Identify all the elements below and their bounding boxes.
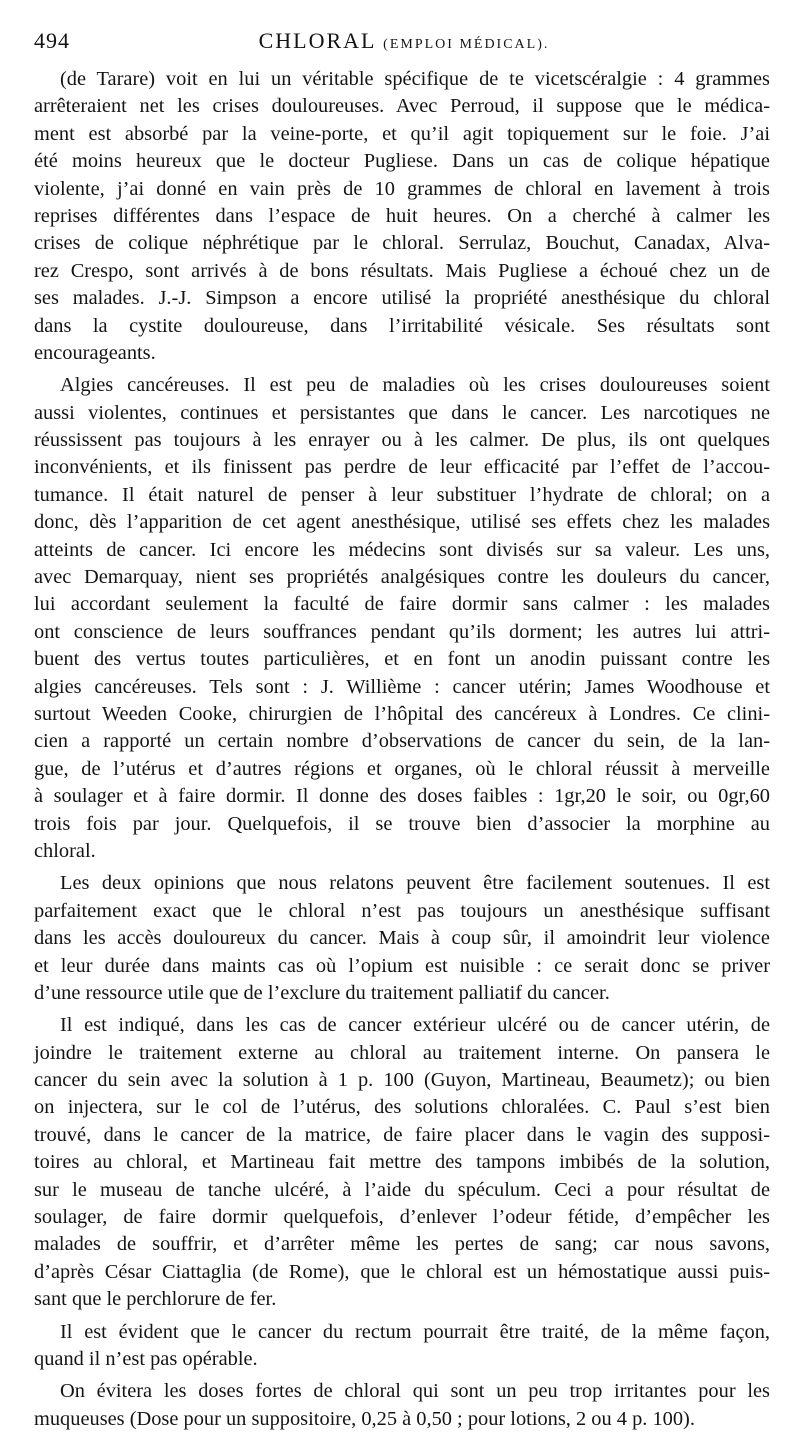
- text-line: dans la cystite douloureuse, dans l’irritabilité vésicale. Ses résultats sont: [34, 314, 770, 337]
- text-line: on injectera, sur le col de l’utérus, des solutions chloralées. C. Paul s’est bien: [34, 1096, 770, 1119]
- text-line: crises de colique néphrétique par le chloral. Serrulaz, Bouchut, Canadax, Alva-: [34, 232, 770, 255]
- text-line: et leur durée dans maints cas où l’opium est nuisible : ce serait donc se priver: [34, 954, 770, 977]
- text-line: buent des vertus toutes particulières, et en font un anodin puissant contre les: [34, 648, 770, 671]
- paragraph: [34, 870, 770, 1007]
- text-line: avec Demarquay, nient ses propriétés analgésiques contre les douleurs du cancer,: [34, 566, 770, 589]
- paragraph: [34, 372, 770, 865]
- text-line: Il est indiqué, dans les cas de cancer extérieur ulcéré ou de cancer utérin, de: [60, 1014, 770, 1037]
- text-line: réussissent pas toujours à les enrayer ou à les calmer. De plus, ils ont quelques: [34, 429, 770, 452]
- text-line: sur le museau de tanche ulcéré, à l’aide du spéculum. Ceci a pour résultat de: [34, 1178, 770, 1201]
- text-line: tumance. Il était naturel de penser à leur substituer l’hydrate de chloral; on a: [34, 483, 770, 506]
- page-header: [34, 26, 774, 60]
- text-line: ses malades. J.-J. Simpson a encore utilisé la propriété anesthésique du chloral: [34, 287, 770, 310]
- paragraph: [34, 1012, 770, 1313]
- text-line: cancer du sein avec la solution à 1 p. 100 (Guyon, Martineau, Beaumetz); ou bien: [34, 1069, 770, 1092]
- page-number: 494: [34, 28, 70, 53]
- text-line: lui accordant seulement la faculté de faire dormir sans calmer : les malades: [34, 593, 770, 616]
- body-text: [34, 66, 770, 1433]
- text-line: sant que le perchlorure de fer.: [34, 1288, 277, 1311]
- text-line: Il est évident que le cancer du rectum pourrait être traité, de la même façon,: [60, 1320, 770, 1343]
- text-line: ment est absorbé par la veine-porte, et qu’il agit topiquement sur le foie. J’ai: [34, 122, 770, 145]
- text-line: rez Crespo, sont arrivés à de bons résultats. Mais Pugliese a échoué chez un de: [34, 259, 770, 282]
- text-line: gue, de l’utérus et d’autres régions et organes, où le chloral réussit à merveille: [34, 757, 770, 780]
- text-line: cien a rapporté un certain nombre d’observations de cancer du sein, de la lan-: [34, 730, 770, 753]
- text-line: arrêteraient net les crises douloureuses. Avec Perroud, il suppose que le médica-: [34, 95, 770, 118]
- text-line: d’une ressource utile que de l’exclure du traitement palliatif du cancer.: [34, 981, 610, 1004]
- text-line: trois fois par jour. Quelquefois, il se trouve bien d’associer la morphine au: [34, 812, 770, 835]
- text-line: atteints de cancer. Ici encore les médecins sont divisés sur sa valeur. Les uns,: [34, 538, 770, 561]
- text-line: donc, dès l’apparition de cet agent anesthésique, utilisé ses effets chez les malades: [34, 511, 770, 534]
- text-line: reprises différentes dans l’espace de huit heures. On a cherché à calmer les: [34, 204, 770, 227]
- text-line: malades de souffrir, et d’arrêter même les pertes de sang; car nous savons,: [34, 1233, 770, 1256]
- text-line: (de Tarare) voit en lui un véritable spécifique de te vicetscéralgie : 4 grammes: [60, 68, 770, 90]
- text-line: soulager, de faire dormir quelquefois, d’enlever l’odeur fétide, d’empêcher les: [34, 1206, 770, 1229]
- text-line: quand il n’est pas opérable.: [34, 1347, 258, 1370]
- text-line: muqueuses (Dose pour un suppositoire, 0,25 à 0,50 ; pour lotions, 2 ou 4 p. 100).: [34, 1407, 695, 1430]
- text-line: encourageants.: [34, 341, 156, 364]
- text-line: surtout Weeden Cooke, chirurgien de l’hôpital des cancéreux à Londres. Ce clini-: [34, 702, 770, 725]
- text-line: Algies cancéreuses. Il est peu de maladies où les crises douloureuses soient: [60, 374, 770, 397]
- text-line: inconvénients, et ils finissent pas perdre de leur efficacité par l’effet de l’accou-: [34, 456, 770, 479]
- text-line: algies cancéreuses. Tels sont : J. Willième : cancer utérin; James Woodhouse et: [34, 675, 770, 698]
- text-line: On évitera les doses fortes de chloral qui sont un peu trop irritantes pour les: [60, 1380, 770, 1403]
- running-head-subtitle: (EMPLOI MÉDICAL).: [383, 37, 550, 52]
- text-line: parfaitement exact que le chloral n’est pas toujours un anesthésique suffisant: [34, 899, 770, 922]
- text-line: violente, j’ai donné en vain près de 10 grammes de chloral en lavement à trois: [34, 177, 770, 200]
- text-line: chloral.: [34, 839, 96, 862]
- running-head: [34, 28, 774, 54]
- paragraph: [34, 66, 770, 367]
- text-line: dans les accès douloureux du cancer. Mais à coup sûr, il amoindrit leur violence: [34, 927, 770, 950]
- text-line: ont conscience de leurs souffrances pendant qu’ils dorment; les autres lui attri-: [34, 620, 770, 643]
- paragraph: [34, 1378, 770, 1433]
- text-line: à soulager et à faire dormir. Il donne des doses faibles : 1gr,20 le soir, ou 0gr,60: [34, 785, 770, 808]
- text-line: toires au chloral, et Martineau fait mettre des tampons imbibés de la solution,: [34, 1151, 770, 1174]
- text-line: joindre le traitement externe au chloral au traitement interne. On pansera le: [34, 1041, 770, 1064]
- text-line: d’après César Ciattaglia (de Rome), que le chloral est un hémostatique aussi puis-: [34, 1260, 770, 1283]
- text-line: été moins heureux que le docteur Pugliese. Dans un cas de colique hépatique: [34, 150, 770, 173]
- paragraph: [34, 1319, 770, 1374]
- running-head-title: CHLORAL: [258, 28, 376, 53]
- text-line: Les deux opinions que nous relatons peuvent être facilement soutenues. Il est: [60, 872, 770, 895]
- text-line: aussi violentes, continues et persistantes que dans le cancer. Les narcotiques ne: [34, 401, 770, 424]
- text-line: trouvé, dans le cancer de la matrice, de faire placer dans le vagin des supposi-: [34, 1123, 770, 1146]
